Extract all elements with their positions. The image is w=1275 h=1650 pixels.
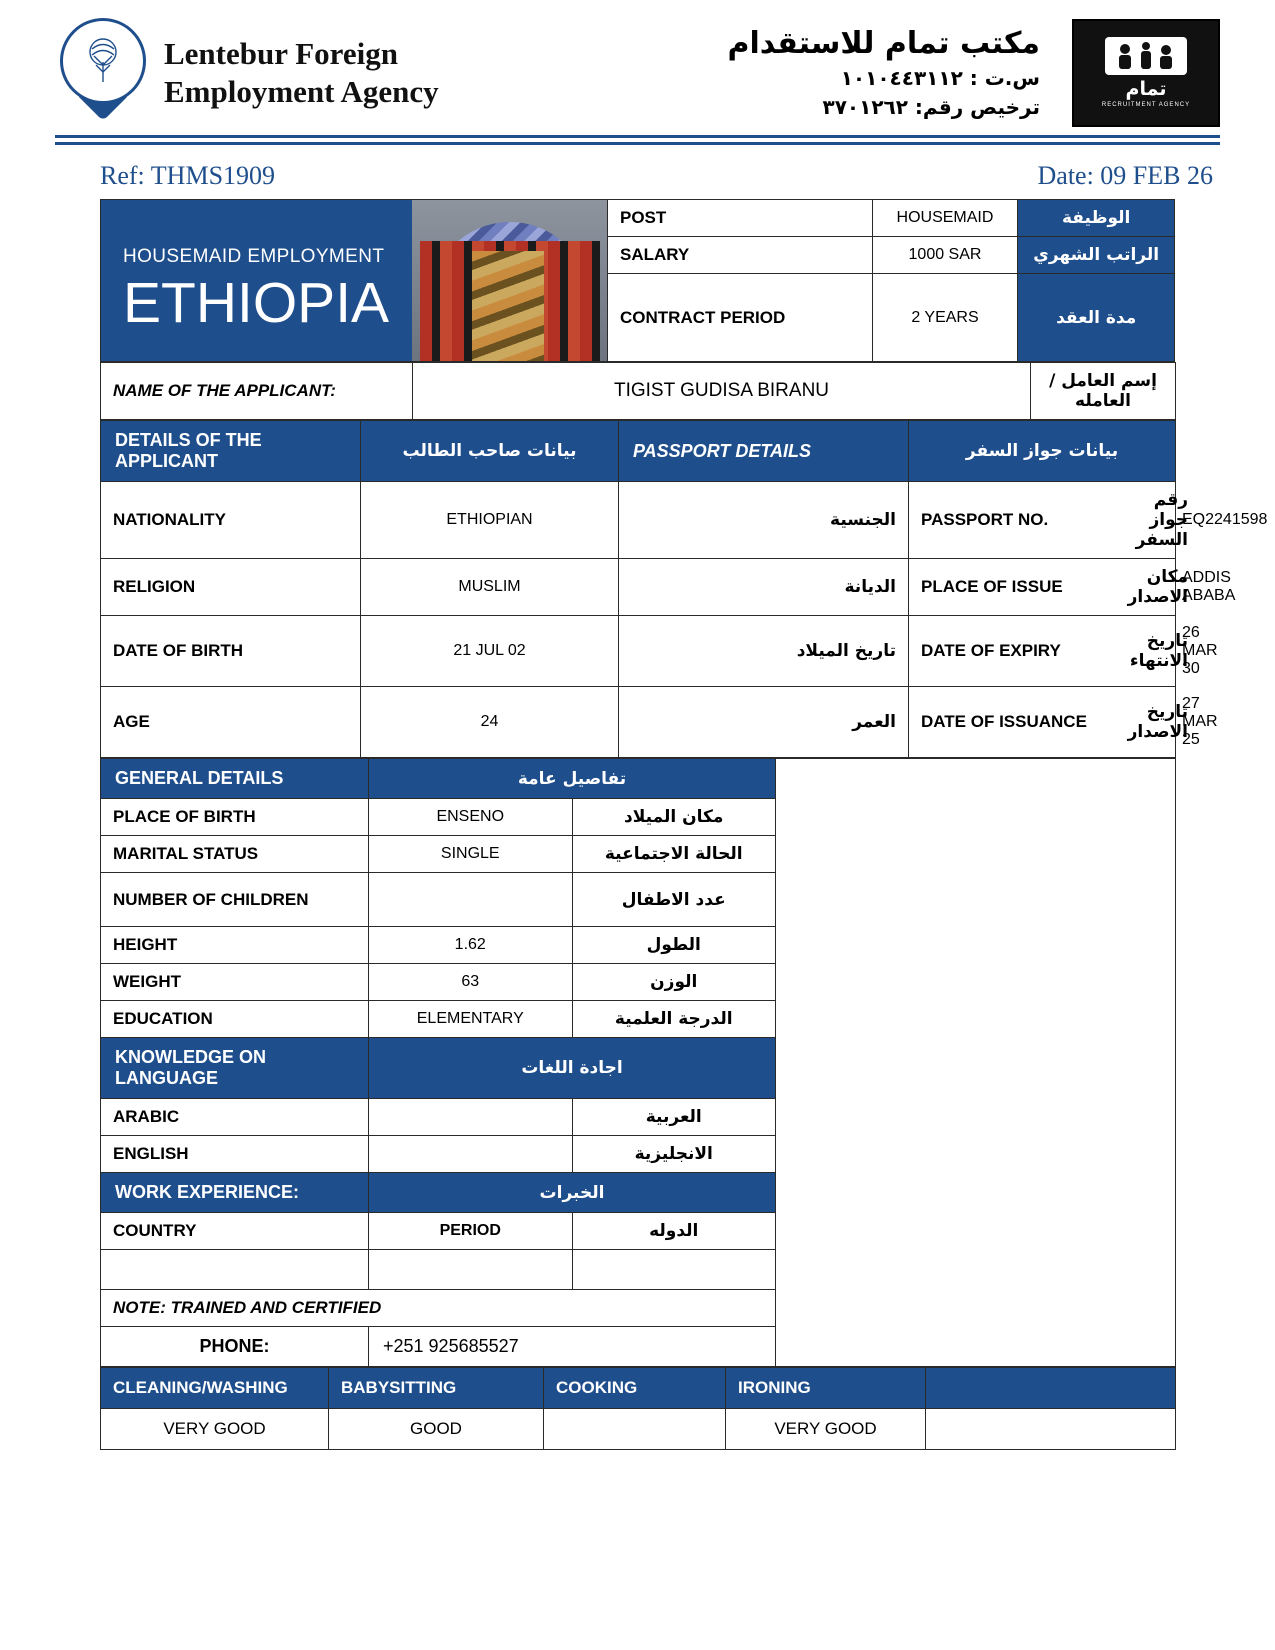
profile-sheet (0, 199, 1275, 1450)
passport-section-arabic: بيانات جواز السفر (909, 421, 1176, 482)
education-value: ELEMENTARY (369, 1001, 573, 1038)
ironing-label: IRONING (726, 1368, 926, 1409)
details-passport-table (100, 420, 1268, 758)
work-row-arabic (572, 1250, 776, 1290)
babysitting-value: GOOD (329, 1409, 544, 1450)
phone-label: PHONE: (101, 1327, 369, 1367)
nationality-arabic: الجنسية (619, 482, 909, 559)
marital-status-label: MARITAL STATUS (101, 836, 369, 873)
tamam-arabic-name: تمام (1125, 78, 1167, 100)
education-arabic: الدرجة العلمية (572, 1001, 776, 1038)
age-label: AGE (101, 687, 361, 758)
issuance-label: DATE OF ISSUANCE (909, 687, 1176, 758)
table-row (101, 759, 1176, 799)
english-language-arabic: الانجليزية (572, 1136, 776, 1173)
agency-branding (60, 18, 580, 128)
cleaning-label: CLEANING/WASHING (101, 1368, 329, 1409)
applicant-full-photo (776, 759, 1176, 1367)
applicant-name-arabic: إسم العامل / العامله (1031, 363, 1176, 420)
applicant-face-photo (412, 199, 607, 362)
reference-row (0, 145, 1275, 199)
marital-status-value: SINGLE (369, 836, 573, 873)
banner-subtitle: HOUSEMAID EMPLOYMENT (123, 245, 385, 267)
children-label: NUMBER OF CHILDREN (101, 873, 369, 927)
agency-name-line2: Employment Agency (164, 73, 439, 109)
work-country-header: COUNTRY (101, 1213, 369, 1250)
expiry-label: DATE OF EXPIRY (909, 616, 1176, 687)
age-value: 24 (361, 687, 619, 758)
table-row (101, 421, 1176, 482)
table-row (608, 200, 1175, 237)
table-row (608, 274, 1175, 362)
top-block (100, 199, 1175, 362)
tree-logo-icon (60, 18, 146, 128)
tamam-stamp (1072, 19, 1220, 127)
arabic-language-arabic: العربية (572, 1099, 776, 1136)
table-row (101, 363, 1176, 420)
cleaning-value: VERY GOOD (101, 1409, 329, 1450)
babysitting-label: BABYSITTING (329, 1368, 544, 1409)
place-of-issue-label: PLACE OF ISSUE (909, 559, 1176, 616)
weight-value: 63 (369, 964, 573, 1001)
work-period-header: PERIOD (369, 1213, 573, 1250)
cooking-label: COOKING (544, 1368, 726, 1409)
details-section-arabic: بيانات صاحب الطالب (361, 421, 619, 482)
country-banner (100, 199, 412, 362)
salary-value: 1000 SAR (872, 237, 1018, 274)
marital-status-arabic: الحالة الاجتماعية (572, 836, 776, 873)
general-section-label: GENERAL DETAILS (101, 759, 369, 799)
religion-arabic: الديانة (619, 559, 909, 616)
passport-section-label: PASSPORT DETAILS (619, 421, 909, 482)
height-value: 1.62 (369, 927, 573, 964)
place-of-birth-value: ENSENO (369, 799, 573, 836)
children-value (369, 873, 573, 927)
passport-no-label: PASSPORT NO. (909, 482, 1176, 559)
applicant-name-table (100, 362, 1176, 420)
document-date: Date: 09 FEB 26 (1037, 161, 1213, 190)
english-language-value (369, 1136, 573, 1173)
language-section-label: KNOWLEDGE ON LANGUAGE (101, 1038, 369, 1099)
contract-arabic: مدة العقد (1018, 274, 1175, 362)
agency-name-line1: Lentebur Foreign (164, 35, 398, 71)
post-value: HOUSEMAID (872, 200, 1018, 237)
work-country-arabic: الدوله (572, 1213, 776, 1250)
ironing-value: VERY GOOD (726, 1409, 926, 1450)
weight-label: WEIGHT (101, 964, 369, 1001)
salary-label: SALARY (608, 237, 873, 274)
family-icon (1105, 37, 1187, 75)
post-label: POST (608, 200, 873, 237)
contract-value: 2 YEARS (872, 274, 1018, 362)
banner-country: ETHIOPIA (123, 270, 390, 335)
header-divider (0, 135, 1275, 145)
table-row: RELIGION MUSLIM الديانة PLACE OF ISSUE ADDIS ABABA مكان الاصدار (101, 559, 1176, 616)
education-label: EDUCATION (101, 1001, 369, 1038)
general-details-table (100, 758, 1176, 1367)
tamam-subtitle: RECRUITMENT AGENCY (1101, 102, 1191, 108)
arabic-license-number: ترخيص رقم: ٣٧٠١٢٦٢ (822, 95, 1040, 119)
arabic-agency-title: مكتب تمام للاستقدام (727, 26, 1040, 61)
table-row: AGE 24 العمر DATE OF ISSUANCE 27 MAR 25 تاريخ الاصدار (101, 687, 1176, 758)
religion-label: RELIGION (101, 559, 361, 616)
table-row: NATIONALITY ETHIOPIAN الجنسية PASSPORT NO. EQ2241598 رقم جواز السفر (101, 482, 1176, 559)
arabic-language-label: ARABIC (101, 1099, 369, 1136)
post-arabic: الوظيفة (1018, 200, 1175, 237)
nationality-value: ETHIOPIAN (361, 482, 619, 559)
religion-value: MUSLIM (361, 559, 619, 616)
arabic-cr-number: س.ت : ١٠١٠٤٤٣١١٢ (840, 66, 1040, 90)
post-details-table (607, 199, 1175, 362)
skills-spacer (926, 1368, 1176, 1409)
age-arabic: العمر (619, 687, 909, 758)
weight-arabic: الوزن (572, 964, 776, 1001)
arabic-language-value (369, 1099, 573, 1136)
work-section-arabic: الخبرات (369, 1173, 776, 1213)
reference-number: Ref: THMS1909 (100, 161, 276, 190)
table-row: DATE OF BIRTH 21 JUL 02 تاريخ الميلاد DATE OF EXPIRY 26 MAR 30 تاريخ الانتهاء (101, 616, 1176, 687)
details-section-label: DETAILS OF THE APPLICANT (101, 421, 361, 482)
agency-name (164, 35, 439, 111)
height-arabic: الطول (572, 927, 776, 964)
applicant-name-label: NAME OF THE APPLICANT: (101, 363, 413, 420)
table-row (101, 1409, 1176, 1450)
place-of-birth-label: PLACE OF BIRTH (101, 799, 369, 836)
cooking-value (544, 1409, 726, 1450)
note-text: NOTE: TRAINED AND CERTIFIED (101, 1290, 776, 1327)
skills-value-spacer (926, 1409, 1176, 1450)
dob-label: DATE OF BIRTH (101, 616, 361, 687)
arabic-header-block (580, 26, 1058, 119)
table-row (608, 237, 1175, 274)
place-of-birth-arabic: مكان الميلاد (572, 799, 776, 836)
language-section-arabic: اجادة اللغات (369, 1038, 776, 1099)
contract-label: CONTRACT PERIOD (608, 274, 873, 362)
phone-value: +251 925685527 (369, 1327, 776, 1367)
dob-arabic: تاريخ الميلاد (619, 616, 909, 687)
work-period-value (369, 1250, 573, 1290)
children-arabic: عدد الاطفال (572, 873, 776, 927)
height-label: HEIGHT (101, 927, 369, 964)
salary-arabic: الراتب الشهري (1018, 237, 1175, 274)
nationality-label: NATIONALITY (101, 482, 361, 559)
english-language-label: ENGLISH (101, 1136, 369, 1173)
work-section-label: WORK EXPERIENCE: (101, 1173, 369, 1213)
skills-table (100, 1367, 1176, 1450)
work-country-value (101, 1250, 369, 1290)
table-row (101, 1368, 1176, 1409)
applicant-name-value: TIGIST GUDISA BIRANU (413, 363, 1031, 420)
general-section-arabic: تفاصيل عامة (369, 759, 776, 799)
document-header (0, 0, 1275, 135)
dob-value: 21 JUL 02 (361, 616, 619, 687)
